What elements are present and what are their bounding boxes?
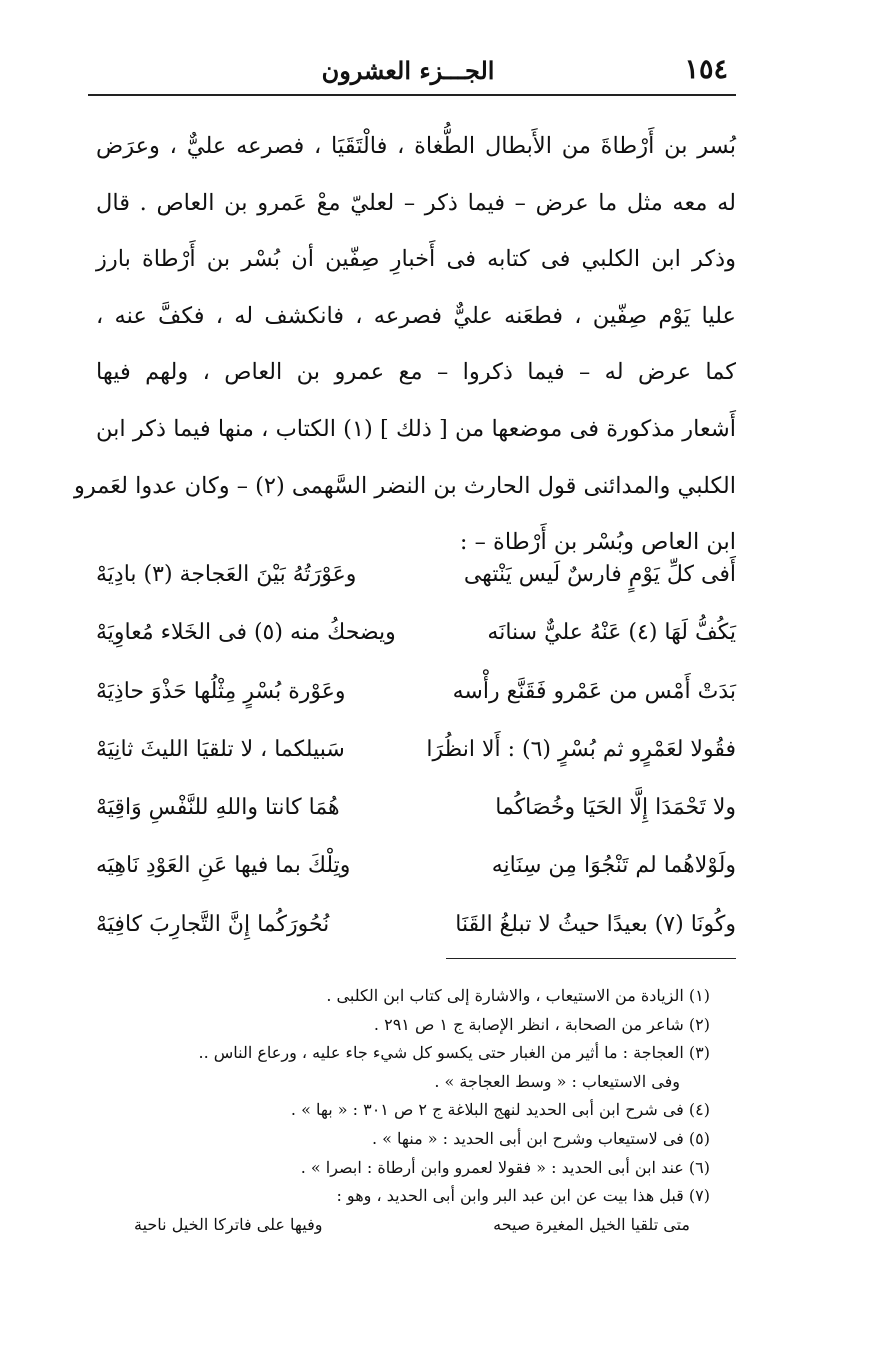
poem-verse <box>96 663 736 721</box>
footnote-verse-second: وفيها على فاتركا الخيل ناحية <box>134 1214 323 1234</box>
body-line: له معه مثل ما عرض – فيما ذكر – لعليّ معْ عَمرو بن العاص . قال <box>96 189 736 216</box>
poem-verse <box>96 604 736 662</box>
poem-verse <box>96 546 736 604</box>
footnotes <box>110 982 710 1239</box>
poem-verse <box>96 721 736 779</box>
verse-second-hemistich: نُحُورَكُما إِنَّ التَّجارِبَ كافِيَهْ <box>96 911 330 937</box>
running-title: الجـــزء العشرون <box>321 56 495 85</box>
body-line: بُسر بن أَرْطاةَ من الأَبطال الطُّغاة ، فالْتَقَيَا ، فصرعه عليٌّ ، وعرَض <box>96 133 736 159</box>
footnote: (٥) فى لاستيعاب وشرح ابن أبى الحديد : « منها » . <box>371 1128 710 1148</box>
verse-second-hemistich: وعَوْرَتُهُ بَيْنَ العَجاجة (٣) بادِيَهْ <box>96 562 357 587</box>
body-paragraph <box>73 118 736 571</box>
verse-second-hemistich: ويضحكُ منه (٥) فى الخَلاء مُعاوِيَهْ <box>96 620 396 646</box>
footnote: (٢) شاعر من الصحابة ، انظر الإصابة ج ١ ص ٢٩١ . <box>373 1014 710 1034</box>
body-line: كما عرض له – فيما ذكروا – مع عمرو بن العاص ، ولهم فيها <box>96 359 736 386</box>
footnote-verse-first: متى تلقيا الخيل المغيرة صيحه <box>493 1214 690 1234</box>
footnote-continuation: وفى الاستيعاب : « وسط العجاجة » . <box>434 1071 680 1091</box>
footnote: (٧) قبل هذا بيت عن ابن عبد البر وابن أبى الحديد ، وهو : <box>336 1186 710 1206</box>
poem-verse <box>96 896 736 954</box>
footnote-verse <box>110 1211 710 1240</box>
verse-first-hemistich: ولا تَحْمَدَا إِلَّا الحَيَا وخُصَاكُما <box>495 795 736 821</box>
footnote: (٦) عند ابن أبى الحديد : « فقولا لعمرو وابن أرطاة : ابصرا » . <box>300 1157 710 1177</box>
verse-first-hemistich: وكُونَا (٧) بعيدًا حيثُ لا تبلغُ القَنَا <box>455 911 736 937</box>
verse-first-hemistich: أَفى كلِّ يَوْمٍ فارسٌ لَيس يَنْتهى <box>463 562 736 587</box>
verse-first-hemistich: بَدَتْ أَمْس من عَمْرو فَقَنَّع رأْسه <box>452 678 736 704</box>
footnote: (٣) العجاجة : ما أثير من الغبار حتى يكسو كل شيء جاء عليه ، ورعاع الناس .. <box>198 1043 710 1063</box>
poem <box>96 546 736 954</box>
footnote: (١) الزيادة من الاستيعاب ، والاشارة إلى كتاب ابن الكلبى . <box>326 986 710 1005</box>
page-number: ١٥٤ <box>684 54 728 85</box>
verse-second-hemistich: وعَوْرة بُسْرٍ مِثْلُها حَذْوَ حاذِيَهْ <box>96 678 346 704</box>
footnote-rule <box>446 958 736 959</box>
poem-verse <box>96 837 736 895</box>
footnote: (٤) فى شرح ابن أبى الحديد لنهج البلاغة ج ٢ ص ٣٠١ : « بها » . <box>290 1100 710 1120</box>
body-line: وذكر ابن الكلبي فى كتابه فى أَخبارِ صِفّين أن بُسْر بن أَرْطاة بارز <box>96 246 736 273</box>
verse-second-hemistich: هُمَا كانتا واللهِ للنَّفْسِ وَاقِيَهْ <box>96 795 340 821</box>
body-line: ابن العاص وبُسْر بن أَرْطاة – : <box>459 529 736 556</box>
verse-second-hemistich: سَبيلكما ، لا تلقيَا الليثَ ثانِيَهْ <box>96 736 345 762</box>
header-rule <box>88 94 736 96</box>
verse-first-hemistich: ولَوْلاهُما لم تَنْجُوَا مِن سِنَانِه <box>491 853 736 879</box>
poem-verse <box>96 779 736 837</box>
verse-first-hemistich: فقُولا لعَمْرٍو ثم بُسْرٍ (٦) : أَلا انظُرَا <box>426 736 736 762</box>
verse-second-hemistich: وتِلْكَ بما فيها عَنِ العَوْدِ نَاهِيَه <box>96 853 351 879</box>
page-header <box>88 52 728 92</box>
body-line: عليا يَوْم صِفّين ، فطعَنه عليٌّ فصرعه ، فانكشف له ، فكفَّ عنه ، <box>96 302 736 329</box>
body-line: الكلبي والمدائنى قول الحارث بن النضر السَّهمى (٢) – وكان عدوا لعَمرو <box>73 472 736 499</box>
verse-first-hemistich: يَكُفُّ لَهَا (٤) عَنْهُ عليٌّ سنانَه <box>487 620 736 646</box>
body-line: أَشعار مذكورة فى موضعها من [ ذلك ] (١) الكتاب ، منها فيما ذكر ابن <box>96 415 736 442</box>
